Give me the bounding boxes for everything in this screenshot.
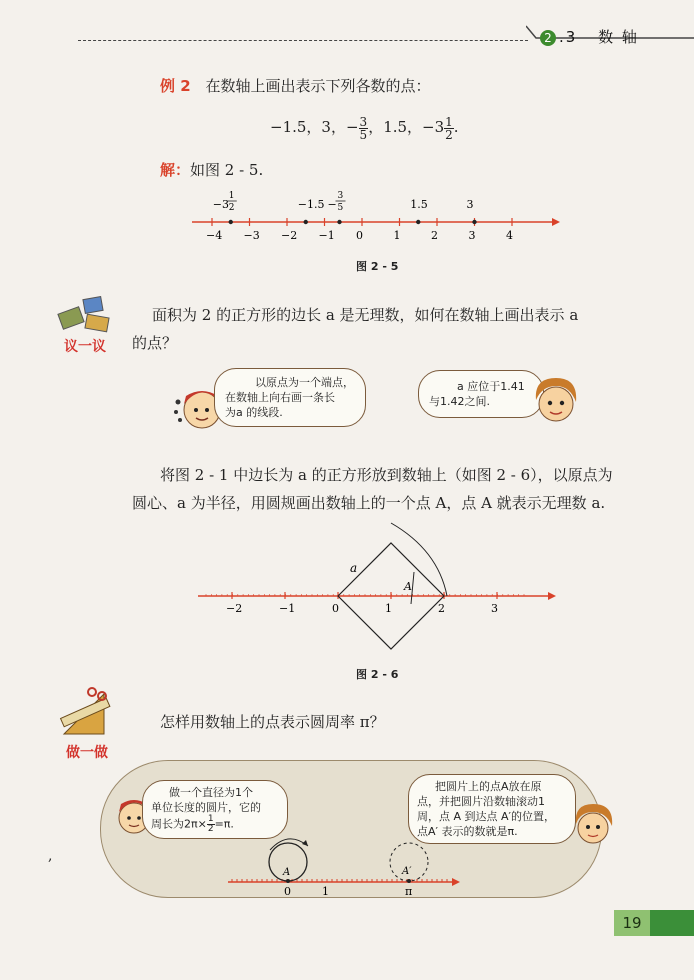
hint-text-end: =π. — [214, 817, 234, 831]
figure-2-6-caption: 图 2 - 6 — [356, 668, 399, 681]
frac-num: 1 — [445, 114, 453, 129]
hint-line: 以原点为一个端点， — [255, 376, 354, 389]
hint-line: 点，并把圆片沿数轴滚动1 — [417, 795, 545, 808]
tick-label-1: 1 — [322, 885, 329, 896]
point-label: 1.5 — [410, 198, 428, 211]
tick-label-0: 0 — [284, 885, 291, 896]
hint-line: 做一个直径为1个 — [169, 786, 253, 799]
boy-character-illustration — [172, 382, 220, 434]
frac-den: 2 — [445, 127, 453, 142]
ruler-scissors-icon — [58, 684, 120, 740]
discuss-question-line-1: 面积为 2 的正方形的边长 a 是无理数，如何在数轴上画出表示 a — [152, 306, 579, 324]
tick-label: 1 — [393, 229, 401, 242]
activity-question: 怎样用数轴上的点表示圆周率 π？ — [160, 713, 385, 731]
point-label: −1.5 — [297, 198, 325, 211]
discuss-badge-label: 议一议 — [64, 339, 106, 355]
section-number-suffix: .3 — [559, 28, 578, 46]
side-label-a: a — [350, 561, 358, 575]
hint-line: 把圆片上的点A放在原 — [435, 780, 542, 793]
section-number-badge: 2 — [540, 30, 556, 46]
point-label-num: 1 — [228, 191, 235, 201]
discuss-badge — [56, 296, 118, 358]
number-list-part-2: ，1.5，−3 — [368, 118, 445, 136]
hint-line: a 应位于1.41 — [457, 380, 525, 393]
page-number-tab — [614, 910, 694, 936]
figure-2-5-caption: 图 2 - 5 — [356, 260, 399, 273]
number-list-part-1: −1.5，3，− — [270, 118, 359, 136]
figure-2-6-diagram — [190, 520, 560, 652]
frac-den: 5 — [359, 127, 368, 142]
frac-den: 2 — [207, 824, 214, 834]
hint-bubble-right — [418, 370, 544, 418]
example-label: 例 2 — [160, 77, 191, 95]
tick-label: −4 — [206, 229, 223, 242]
label-A: A — [283, 867, 291, 878]
hint-line: 点A′ 表示的数就是π. — [417, 825, 518, 838]
tick-label: 2 — [438, 602, 445, 615]
paragraph-line-1: 将图 2 - 1 中边长为 a 的正方形放到数轴上（如图 2 - 6），以原点为 — [160, 466, 613, 484]
hint-bubble-left — [214, 368, 366, 427]
fraction-1-2 — [207, 815, 215, 834]
hint-text: 周长为2π× — [151, 817, 207, 831]
hint-bubble-activity-left — [142, 780, 288, 839]
frac-num: 1 — [207, 814, 214, 824]
solution-label: 解： — [160, 161, 191, 179]
tick-label: 3 — [468, 229, 476, 242]
frac-num: 3 — [359, 114, 368, 129]
tick-label: 0 — [332, 602, 339, 615]
plotted-point — [416, 220, 420, 224]
tick-label: −1 — [279, 602, 296, 615]
tick-label: 2 — [431, 229, 438, 242]
axis-arrow — [548, 592, 556, 600]
hint-line: 在数轴上向右画一条长 — [225, 391, 335, 404]
tick-label: −1 — [318, 229, 335, 242]
solution-text: 如图 2 - 5. — [190, 161, 264, 179]
pi-rolling-circle-diagram — [222, 832, 462, 896]
girl-character-illustration — [530, 374, 580, 428]
tick-label: 3 — [491, 602, 498, 615]
point-label-den: 5 — [337, 203, 344, 213]
discuss-question-line-2: 的点？ — [132, 334, 178, 352]
number-list-end: . — [453, 118, 459, 136]
plotted-point — [472, 220, 476, 224]
computer-icon — [56, 296, 118, 336]
example-number-list — [270, 112, 459, 142]
point-A-prime — [407, 879, 411, 883]
example-heading — [160, 74, 430, 98]
girl-character-illustration — [570, 800, 616, 850]
point-A — [286, 879, 290, 883]
tick-label: 0 — [356, 229, 363, 242]
section-header — [540, 26, 639, 47]
compass-arc — [391, 523, 447, 596]
point-label-A: A — [404, 580, 412, 593]
fraction-3-5 — [359, 116, 369, 141]
figure-2-5-number-line — [180, 188, 560, 250]
paragraph-line-2: 圆心、a 为半径，用圆规画出数轴上的一个点 A，点 A 就表示无理数 a. — [132, 494, 606, 512]
plotted-point — [229, 220, 233, 224]
point-label: 3 — [466, 198, 474, 211]
tick-label: 1 — [385, 602, 392, 615]
label-A-prime: A′ — [402, 866, 412, 877]
point-label-sign: − — [327, 198, 337, 211]
tick-label-pi: π — [405, 885, 413, 896]
solution-line — [160, 158, 263, 182]
tick-label: −2 — [281, 229, 298, 242]
example-instruction: 在数轴上画出表示下列各数的点： — [205, 77, 431, 95]
hint-line: 为a 的线段. — [225, 406, 283, 419]
point-label-den: 2 — [228, 203, 235, 213]
axis-arrow — [452, 878, 460, 886]
hint-line: 周，点 A 到达点 A′的位置， — [417, 810, 556, 823]
activity-badge — [58, 684, 120, 762]
plotted-point — [304, 220, 308, 224]
tick-label: −3 — [243, 229, 260, 242]
hint-line: 单位长度的圆片，它的 — [151, 801, 261, 814]
page-number: 19 — [614, 910, 650, 936]
tick-label: −2 — [226, 602, 243, 615]
section-title: 数 轴 — [598, 28, 639, 46]
header-dashed-rule — [78, 40, 528, 41]
tick-label: 4 — [506, 229, 513, 242]
plotted-point — [337, 220, 341, 224]
axis-arrow — [552, 218, 560, 226]
point-label-num: 3 — [337, 191, 344, 201]
stray-comma-mark: , — [48, 848, 53, 864]
hint-line: 与1.42之间. — [429, 395, 490, 408]
point-label-int: −3 — [212, 198, 229, 211]
fraction-1-2 — [444, 116, 454, 141]
activity-badge-label: 做一做 — [66, 745, 108, 761]
